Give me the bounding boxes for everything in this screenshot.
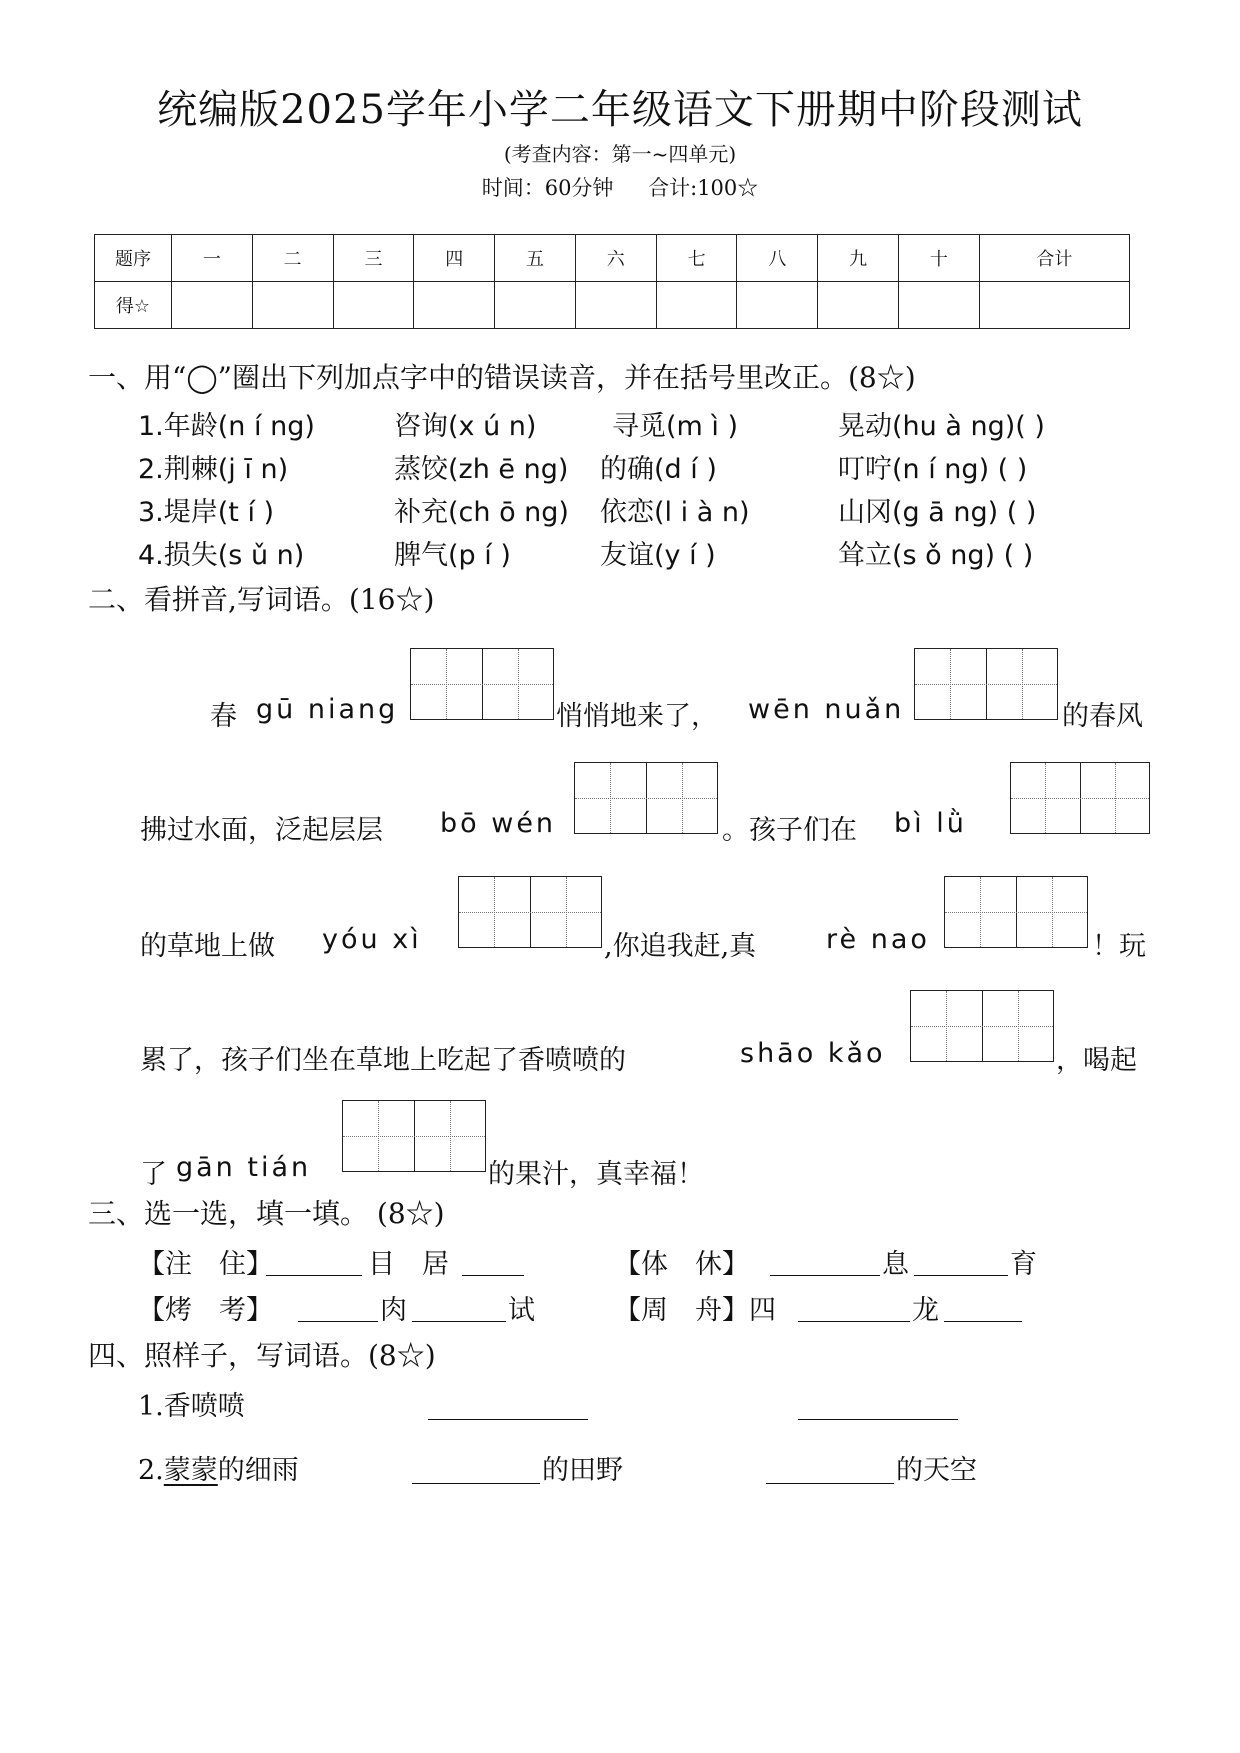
q2-heading: 二、看拼音,写词语。(16☆) [88, 583, 435, 616]
score-table [94, 234, 1130, 329]
q2-writing-grid[interactable] [574, 762, 718, 834]
q3-text: 龙 [912, 1295, 939, 1326]
q1-item: 2.荆棘(j ī n) [138, 454, 289, 485]
q2-writing-grid[interactable] [914, 648, 1058, 720]
q4-text: 的田野 [542, 1455, 623, 1486]
score-cell[interactable] [252, 282, 333, 329]
col-6: 六 [575, 235, 656, 282]
row-label-order: 题序 [95, 235, 172, 282]
q3-label: 【注 住】 [138, 1249, 273, 1280]
q4-underlined-word: 蒙蒙 [163, 1455, 218, 1486]
q1-item: 1.年龄(n í ng) [138, 411, 315, 442]
q4-blank[interactable] [766, 1483, 894, 1484]
q2-writing-grid[interactable] [944, 876, 1088, 948]
q2-writing-grid[interactable] [458, 876, 602, 948]
q2-text: 的春风 [1062, 701, 1143, 732]
col-2: 二 [252, 235, 333, 282]
q4-blank[interactable] [798, 1419, 958, 1420]
q3-blank[interactable] [462, 1275, 524, 1276]
score-cell[interactable] [414, 282, 495, 329]
q4-text: 的天空 [896, 1455, 977, 1486]
q2-writing-grid[interactable] [342, 1100, 486, 1172]
score-cell[interactable] [899, 282, 980, 329]
q3-blank[interactable] [298, 1321, 378, 1322]
q1-item[interactable]: 叮咛(n í ng) ( ) [838, 454, 1028, 485]
col-1: 一 [172, 235, 253, 282]
time-label: 时间：60分钟 [481, 176, 614, 200]
q3-text: 育 [1010, 1249, 1037, 1280]
col-7: 七 [656, 235, 737, 282]
q1-item: 补充(ch ō ng) [394, 497, 569, 528]
score-cell[interactable] [495, 282, 576, 329]
page-subtitle: (考查内容：第一~四单元) [503, 142, 737, 166]
q3-label: 【烤 考】 [138, 1295, 273, 1326]
score-header-row [95, 235, 1130, 282]
q1-item: 4.损失(s ǔ n) [138, 540, 305, 571]
col-4: 四 [414, 235, 495, 282]
q2-writing-grid[interactable] [1010, 762, 1150, 834]
q2-text: 春 [210, 701, 237, 732]
q4-example-1: 1.香喷喷 [138, 1391, 245, 1422]
q1-item: 蒸饺(zh ē ng) [394, 454, 569, 485]
q2-text: 。孩子们在 [722, 815, 857, 846]
score-cell[interactable] [737, 282, 818, 329]
q2-pinyin: gān tián [176, 1152, 312, 1183]
q3-blank[interactable] [770, 1275, 880, 1276]
score-cell[interactable] [656, 282, 737, 329]
q1-item[interactable]: 耸立(s ǒ ng) ( ) [838, 540, 1034, 571]
q2-pinyin: bì lǜ [894, 808, 967, 839]
col-5: 五 [495, 235, 576, 282]
q3-blank[interactable] [798, 1321, 910, 1322]
q2-text: 的草地上做 [140, 931, 275, 962]
score-value-row [95, 282, 1130, 329]
score-cell[interactable] [979, 282, 1129, 329]
q2-writing-grid[interactable] [410, 648, 554, 720]
col-total: 合计 [979, 235, 1129, 282]
q2-text: 累了，孩子们坐在草地上吃起了香喷喷的 [140, 1045, 626, 1076]
q2-pinyin: gū niang [256, 694, 399, 725]
row-label-score: 得☆ [95, 282, 172, 329]
q2-text: 的果汁，真幸福！ [488, 1159, 704, 1190]
q2-text: 悄悄地来了， [556, 701, 718, 732]
q1-heading: 一、用“◯”圈出下列加点字中的错误读音，并在括号里改正。(8☆) [88, 361, 916, 394]
q2-pinyin: shāo kǎo [740, 1038, 886, 1069]
q1-item: 脾气(p í ) [394, 540, 511, 571]
q1-item: 寻觅(m ì ) [612, 411, 739, 442]
q4-blank[interactable] [428, 1419, 588, 1420]
score-cell[interactable] [333, 282, 414, 329]
q3-text: 目 居 [368, 1249, 449, 1280]
q3-text: 息 [882, 1249, 909, 1280]
q3-text: 试 [508, 1295, 535, 1326]
page-title: 统编版2025学年小学二年级语文下册期中阶段测试 [157, 87, 1083, 133]
q1-item: 依恋(l i à n) [600, 497, 750, 528]
score-cell[interactable] [575, 282, 656, 329]
q2-pinyin: bō wén [440, 808, 557, 839]
total-label: 合计:100☆ [648, 176, 759, 200]
score-cell[interactable] [818, 282, 899, 329]
q3-label: 【体 休】 [614, 1249, 749, 1280]
q2-text: 拂过水面，泛起层层 [140, 815, 383, 846]
q3-blank[interactable] [944, 1321, 1022, 1322]
col-8: 八 [737, 235, 818, 282]
q1-item: 3.堤岸(t í ) [138, 497, 275, 528]
q1-item: 咨询(x ú n) [394, 411, 537, 442]
q2-pinyin: rè nao [826, 924, 930, 955]
col-9: 九 [818, 235, 899, 282]
q4-blank[interactable] [412, 1483, 540, 1484]
q3-label: 【周 舟】四 [614, 1295, 776, 1326]
q3-blank[interactable] [412, 1321, 506, 1322]
q2-pinyin: yóu xì [322, 924, 422, 955]
time-total-line [0, 172, 1240, 202]
score-cell[interactable] [172, 282, 253, 329]
q3-blank[interactable] [266, 1275, 362, 1276]
q2-pinyin: wēn nuǎn [748, 694, 905, 725]
q2-text: 了 [140, 1159, 167, 1190]
q2-writing-grid[interactable] [910, 990, 1054, 1062]
col-10: 十 [899, 235, 980, 282]
q2-text: ！玩 [1092, 931, 1146, 962]
q1-item[interactable]: 晃动(hu à ng)( ) [838, 411, 1045, 442]
q2-text: ，喝起 [1056, 1045, 1137, 1076]
q4-heading: 四、照样子，写词语。(8☆) [88, 1339, 436, 1372]
q4-example-2: 2.蒙蒙的细雨 [138, 1455, 299, 1486]
q1-item: 友谊(y í ) [600, 540, 716, 571]
q2-text: ,你追我赶,真 [604, 931, 757, 962]
q1-item[interactable]: 山冈(g ā ng) ( ) [838, 497, 1037, 528]
q3-heading: 三、选一选，填一填。 (8☆) [88, 1197, 445, 1230]
q3-text: 肉 [380, 1295, 407, 1326]
q1-item: 的确(d í ) [600, 454, 717, 485]
q3-blank[interactable] [914, 1275, 1008, 1276]
col-3: 三 [333, 235, 414, 282]
